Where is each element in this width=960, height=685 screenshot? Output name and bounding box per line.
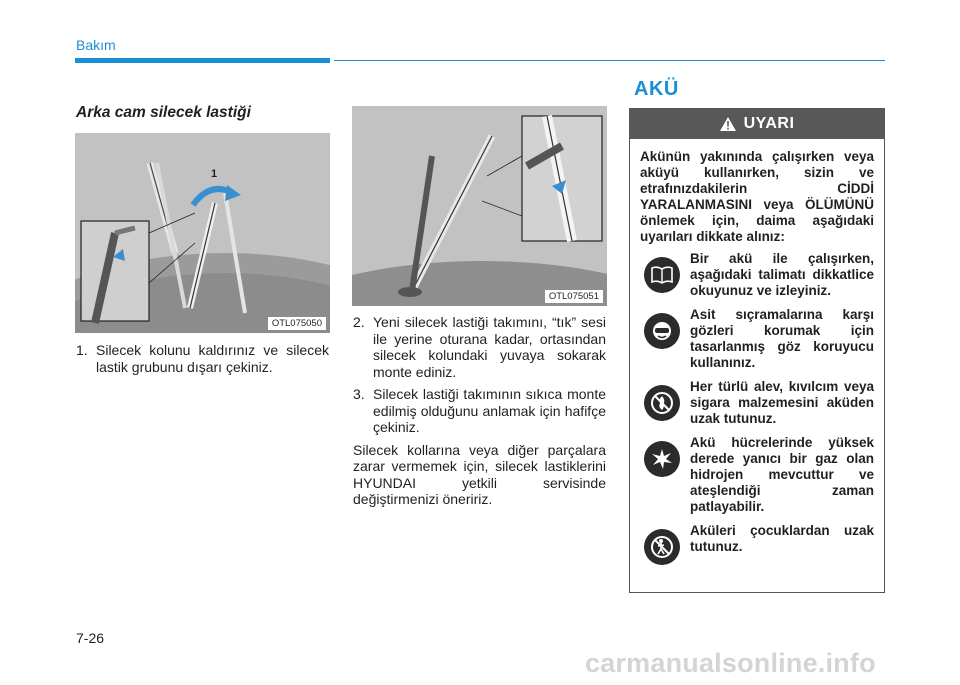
explosion-icon [644,441,680,477]
middle-steps [353,314,606,508]
step-1 [76,342,329,375]
warning-triangle-icon [720,117,736,131]
battery-title: AKÜ [634,78,679,100]
battery-warning-box [629,108,885,593]
rear-wiper-illustration [75,133,330,333]
watermark: carmanualsonline.info [585,648,876,678]
warning-item [630,435,884,515]
figure-rear-wiper-2 [352,106,607,306]
warning-intro: Akünün yakınında çalışırken veya aküyü kullanırken, sizin ve etrafınızdakilerin CİDDİ YARALANMASINI veya ÖLÜMÜNÜ önlemek için, daima aşağıdaki uyarıları dikkate alınız: [640,149,874,244]
step-text: Silecek kolunu kaldırınız ve silecek lastik grubunu dışarı çekiniz. [96,342,329,375]
header-rule-thin [334,60,885,61]
step-3 [353,386,606,436]
step-2 [353,314,606,380]
figure-rear-wiper-1 [75,133,330,333]
left-steps [76,342,329,381]
no-fire-icon [644,385,680,421]
header-rule-thick [75,58,330,63]
warning-item [630,523,884,565]
section-label: Bakım [76,37,116,53]
warning-item-text: Her türlü alev, kıvılcım veya sigara malzemesini aküden uzak tutunuz. [690,379,874,426]
page-number: 7-26 [76,630,105,646]
manual-book-icon [644,257,680,293]
step-text: Yeni silecek lastiği takımını, “tık” sesi ile yerine oturana kadar, ortasından silecek kolundaki yuvaya sokarak monte ediniz. [373,314,606,380]
figure-code: OTL075051 [545,290,603,303]
keep-children-away-icon [644,529,680,565]
warning-header [630,109,884,139]
callout-1: 1 [211,168,218,180]
warning-item-text: Bir akü ile çalışırken, aşağıdaki talimatı dikkatlice okuyunuz ve izleyiniz. [690,251,874,298]
warning-item-text: Aküleri çocuklardan uzak tutunuz. [690,523,874,554]
warning-item [630,379,884,427]
figure-code: OTL075050 [268,317,326,330]
warning-item [630,251,884,299]
eye-protection-icon [644,313,680,349]
warning-item-text: Asit sıçramalarına karşı gözleri korumak için tasarlanmış göz koruyucu kullanınız. [690,307,874,370]
step-number: 1. [76,342,88,358]
recommendation-paragraph: Silecek kollarına veya diğer parçalara zarar vermemek için, silecek lastiklerini HYUNDAI yetkili servisinde değiştirmenizi öneririz. [353,441,606,507]
rear-wiper-heading: Arka cam silecek lastiği [76,104,251,121]
warning-label: UYARI [743,115,795,132]
step-number: 2. [353,314,365,330]
step-text: Silecek lastiği takımının sıkıca monte edilmiş olduğunu anlamak için hafifçe çekiniz. [373,386,606,435]
warning-item-text: Akü hücrelerinde yüksek derede yanıcı bir gaz olan hidrojen mevcuttur ve ateşlendiği zaman patlayabilir. [690,435,874,514]
step-number: 3. [353,386,365,402]
warning-item [630,307,884,371]
rear-wiper-install-illustration [352,106,607,306]
